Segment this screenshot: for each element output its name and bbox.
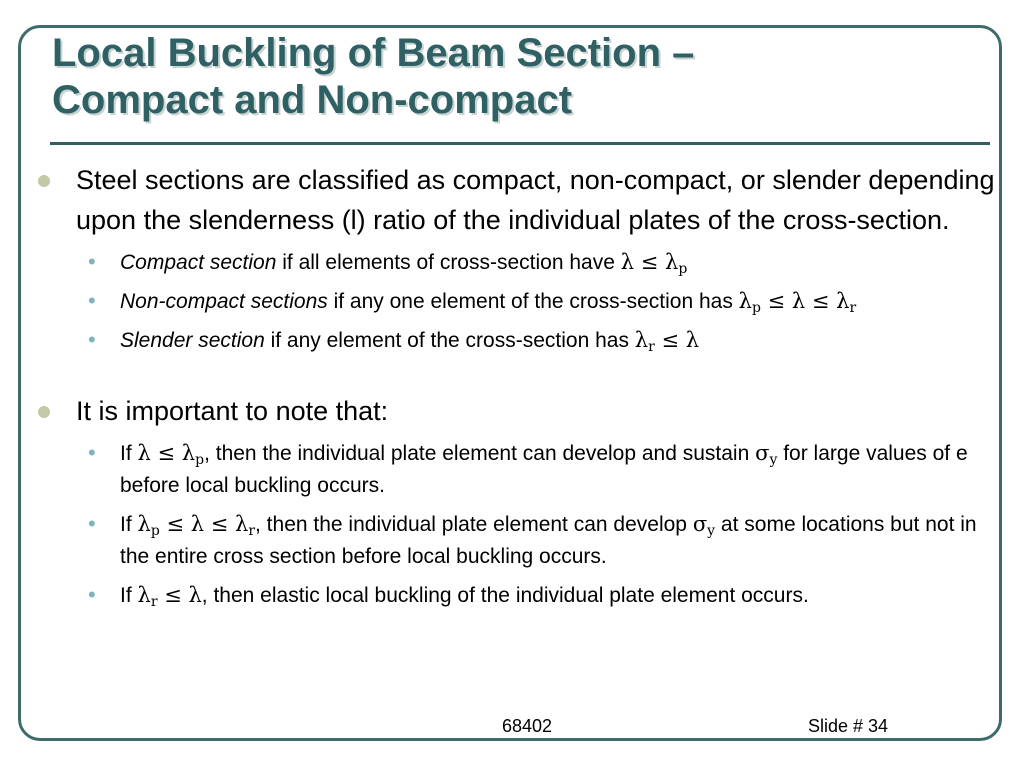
stress-symbol: $\sigma_y$ (755, 441, 778, 468)
condition-formula: $\lambda_p \le \lambda \le \lambda_r$ (738, 289, 857, 316)
condition-formula: $\lambda_r \le \lambda$ (137, 583, 202, 610)
sub-bullet-icon: • (88, 511, 96, 536)
sub-bullet-tail: at some locations but not in the entire cross section before local buckling occurs. (120, 513, 977, 568)
sub-bullet-tail: for large values of e before local buckling occurs. (120, 442, 968, 497)
slide-title (52, 30, 992, 124)
if-label: If (120, 584, 138, 607)
bullet-important-note (36, 391, 996, 431)
sub-bullet-icon: • (88, 249, 96, 274)
sub-bullet-case-2 (36, 508, 996, 573)
bullet-classification (36, 160, 996, 240)
footer-slide-number: Slide # 34 (808, 716, 889, 736)
if-label: If (120, 442, 138, 465)
sub-bullet-slender (36, 324, 996, 357)
title-line-1: Local Buckling of Beam Section – (52, 31, 695, 75)
sub-bullet-icon: • (88, 582, 96, 607)
sub-bullet-text: if any element of the cross-section has (264, 329, 635, 352)
sub-bullet-case-3 (36, 579, 996, 612)
sub-bullet-icon: • (88, 440, 96, 465)
title-divider (50, 142, 990, 145)
condition-formula: $\lambda_p \le \lambda \le \lambda_r$ (137, 512, 256, 539)
bullet-text: It is important to note that: (76, 396, 389, 426)
condition-formula: $\lambda_r \le \lambda$ (634, 328, 700, 355)
title-line-2: Compact and Non-compact (52, 78, 573, 122)
sub-bullet-text: if all elements of cross-section have (276, 251, 621, 274)
bullet-dot-icon (38, 406, 50, 418)
sub-bullet-text: , then elastic local buckling of the individual plate element occurs. (201, 584, 809, 607)
sub-bullet-icon: • (88, 288, 96, 313)
condition-formula: $\lambda \le \lambda_p$ (620, 250, 688, 277)
term-slender: Slender section (120, 329, 265, 352)
sub-bullet-icon: • (88, 327, 96, 352)
sub-bullet-compact (36, 246, 996, 279)
sub-bullet-text: if any one element of the cross-section has (327, 290, 739, 313)
sub-bullet-noncompact (36, 285, 996, 318)
sub-bullet-text: , then the individual plate element can develop (255, 513, 693, 536)
term-compact: Compact section (120, 251, 277, 274)
term-noncompact: Non-compact sections (120, 290, 328, 313)
footer-course-code: 68402 (502, 716, 553, 736)
bullet-dot-icon (38, 175, 50, 187)
stress-symbol: $\sigma_y$ (692, 512, 716, 539)
if-label: If (120, 513, 138, 536)
condition-formula: $\lambda \le \lambda_p$ (137, 441, 205, 468)
bullet-text: Steel sections are classified as compact, non-compact, or slender depending upon the slenderness (l) ratio of the individual plates of the cross-section. (76, 165, 995, 235)
sub-bullet-text: , then the individual plate element can develop and sustain (204, 442, 756, 465)
slide-body (36, 160, 996, 612)
sub-bullet-case-1 (36, 437, 996, 502)
